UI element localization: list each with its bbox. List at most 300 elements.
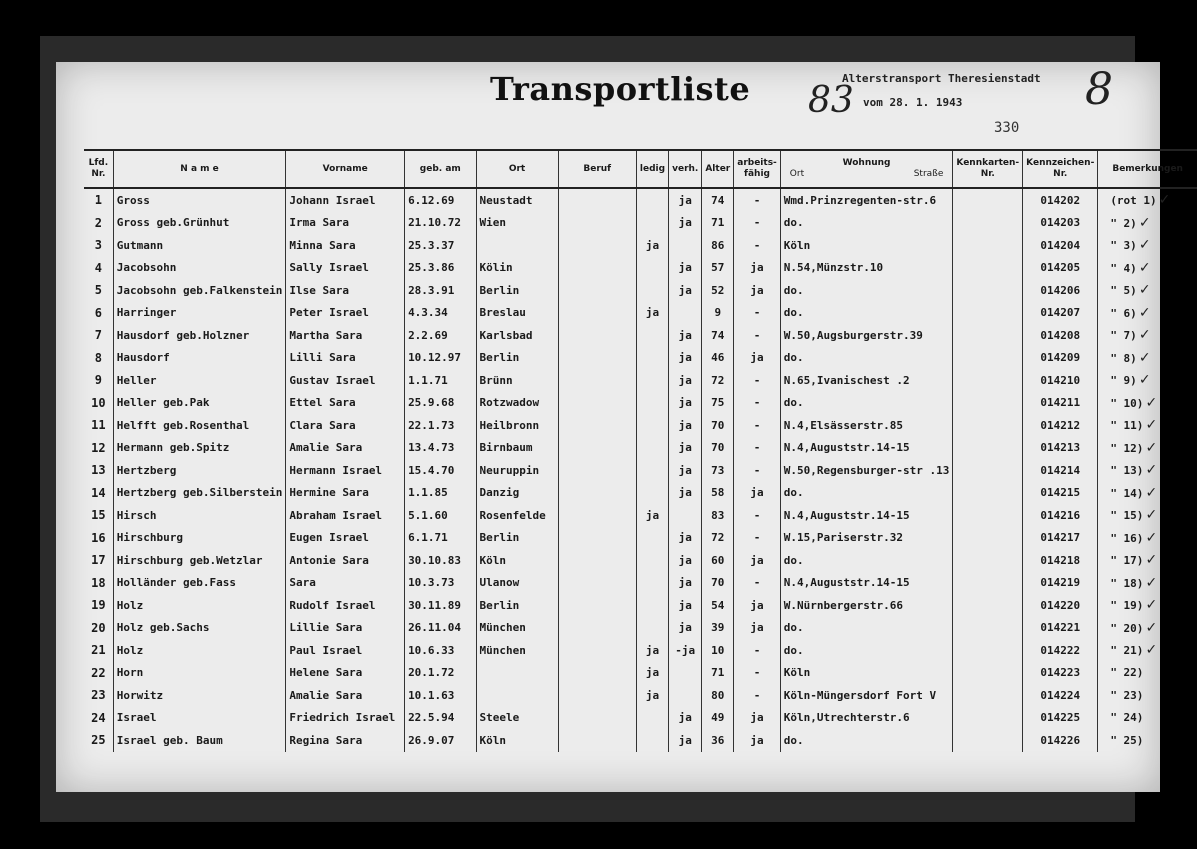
row-ort	[476, 234, 558, 257]
table-row	[84, 482, 1197, 505]
row-wohnung: Köln-Müngersdorf Fort V	[780, 684, 953, 707]
row-name: Hirsch	[113, 504, 286, 527]
table-row	[84, 504, 1197, 527]
row-beruf	[558, 212, 636, 235]
row-name: Gutmann	[113, 234, 286, 257]
row-alter: 9	[702, 302, 734, 325]
row-beruf	[558, 662, 636, 685]
row-verh: ja	[669, 414, 702, 437]
row-name: Holländer geb.Fass	[113, 572, 286, 595]
row-kennkarten	[953, 212, 1023, 235]
row-verh: -ja	[669, 639, 702, 662]
row-kennkarten	[953, 527, 1023, 550]
col-wohnung-strasse: Straße	[913, 169, 944, 179]
row-geb: 28.3.91	[405, 279, 476, 302]
table-row	[84, 527, 1197, 550]
row-ledig	[636, 257, 668, 280]
row-alter: 70	[702, 572, 734, 595]
table-row	[84, 257, 1197, 280]
row-verh: ja	[669, 572, 702, 595]
row-beruf	[558, 459, 636, 482]
row-kennkarten	[953, 639, 1023, 662]
checkmark-icon: ✓	[1145, 642, 1158, 659]
row-wohnung: W.Nürnbergerstr.66	[780, 594, 953, 617]
row-arbeitsfaehig: -	[734, 662, 781, 685]
row-kennzeichen: 014208	[1023, 324, 1098, 347]
checkmark-icon: ✓	[1138, 282, 1151, 299]
checkmark-icon: ✓	[1145, 529, 1158, 546]
row-ort: Wien	[476, 212, 558, 235]
row-geb: 25.3.37	[405, 234, 476, 257]
row-name: Hirschburg geb.Wetzlar	[113, 549, 286, 572]
row-kennkarten	[953, 234, 1023, 257]
row-kennkarten	[953, 279, 1023, 302]
row-kennzeichen: 014217	[1023, 527, 1098, 550]
row-alter: 74	[702, 324, 734, 347]
row-geb: 21.10.72	[405, 212, 476, 235]
row-ort: Danzig	[476, 482, 558, 505]
row-ledig: ja	[636, 504, 668, 527]
row-vorname: Sally Israel	[286, 257, 405, 280]
row-beruf	[558, 729, 636, 752]
row-wohnung: Köln,Utrechterstr.6	[780, 707, 953, 730]
row-beruf	[558, 504, 636, 527]
row-number: 6	[94, 305, 102, 320]
row-ort	[476, 684, 558, 707]
row-verh: ja	[669, 549, 702, 572]
row-wohnung: Köln	[780, 662, 953, 685]
row-vorname: Gustav Israel	[286, 369, 405, 392]
row-number: 16	[91, 530, 106, 545]
row-number: 3	[94, 238, 102, 253]
row-vorname: Hermann Israel	[286, 459, 405, 482]
handwritten-number: 83	[808, 80, 854, 121]
row-wohnung: do.	[780, 279, 953, 302]
row-geb: 26.11.04	[405, 617, 476, 640]
row-verh: ja	[669, 257, 702, 280]
row-geb: 26.9.07	[405, 729, 476, 752]
col-nr: Lfd. Nr.	[84, 150, 113, 188]
table-row	[84, 617, 1197, 640]
row-arbeitsfaehig: -	[734, 188, 781, 212]
table-row	[84, 729, 1197, 752]
row-vorname: Minna Sara	[286, 234, 405, 257]
row-number: 9	[94, 373, 102, 388]
row-geb: 1.1.71	[405, 369, 476, 392]
checkmark-icon: ✓	[1138, 372, 1151, 389]
document-title: Transportliste	[490, 70, 751, 108]
row-beruf	[558, 279, 636, 302]
row-bemerkung: " 4) ✓	[1098, 257, 1197, 280]
row-arbeitsfaehig: -	[734, 437, 781, 460]
row-kennkarten	[953, 504, 1023, 527]
row-alter: 57	[702, 257, 734, 280]
row-number: 22	[91, 665, 106, 680]
row-kennzeichen: 014224	[1023, 684, 1098, 707]
row-ort: Berlin	[476, 594, 558, 617]
row-wohnung: N.54,Münzstr.10	[780, 257, 953, 280]
row-ledig: ja	[636, 684, 668, 707]
table-row	[84, 188, 1197, 212]
row-wohnung: do.	[780, 302, 953, 325]
row-verh: ja	[669, 392, 702, 415]
row-beruf	[558, 347, 636, 370]
row-name: Israel	[113, 707, 286, 730]
checkmark-icon: ✓	[1145, 439, 1158, 456]
row-arbeitsfaehig: ja	[734, 257, 781, 280]
row-ledig	[636, 729, 668, 752]
row-verh: ja	[669, 279, 702, 302]
row-alter: 70	[702, 414, 734, 437]
row-beruf	[558, 188, 636, 212]
row-alter: 72	[702, 527, 734, 550]
row-geb: 25.3.86	[405, 257, 476, 280]
row-geb: 10.3.73	[405, 572, 476, 595]
row-ort: Berlin	[476, 279, 558, 302]
row-name: Holz geb.Sachs	[113, 617, 286, 640]
row-name: Israel geb. Baum	[113, 729, 286, 752]
row-kennkarten	[953, 594, 1023, 617]
col-kennzeichen: Kennzeichen-Nr.	[1023, 150, 1098, 188]
row-kennzeichen: 014203	[1023, 212, 1098, 235]
row-wohnung: W.15,Pariserstr.32	[780, 527, 953, 550]
row-beruf	[558, 617, 636, 640]
row-name: Horwitz	[113, 684, 286, 707]
row-number: 21	[91, 643, 106, 658]
table-row	[84, 392, 1197, 415]
row-kennzeichen: 014219	[1023, 572, 1098, 595]
row-ledig: ja	[636, 302, 668, 325]
row-alter: 74	[702, 188, 734, 212]
row-vorname: Amalie Sara	[286, 437, 405, 460]
checkmark-icon: ✓	[1138, 304, 1151, 321]
row-bemerkung: " 17) ✓	[1098, 549, 1197, 572]
row-alter: 36	[702, 729, 734, 752]
row-bemerkung: " 12) ✓	[1098, 437, 1197, 460]
row-wohnung: N.4,Auguststr.14-15	[780, 437, 953, 460]
row-alter: 75	[702, 392, 734, 415]
row-geb: 22.5.94	[405, 707, 476, 730]
row-arbeitsfaehig: -	[734, 302, 781, 325]
row-arbeitsfaehig: ja	[734, 707, 781, 730]
table-row	[84, 437, 1197, 460]
row-ledig	[636, 392, 668, 415]
table-row	[84, 572, 1197, 595]
row-verh: ja	[669, 527, 702, 550]
row-geb: 5.1.60	[405, 504, 476, 527]
checkmark-icon: ✓	[1145, 417, 1158, 434]
row-wohnung: W.50,Regensburger-str .13	[780, 459, 953, 482]
row-vorname: Paul Israel	[286, 639, 405, 662]
row-geb: 6.12.69	[405, 188, 476, 212]
row-kennkarten	[953, 617, 1023, 640]
row-arbeitsfaehig: -	[734, 392, 781, 415]
row-arbeitsfaehig: ja	[734, 729, 781, 752]
row-kennkarten	[953, 662, 1023, 685]
checkmark-icon: ✓	[1138, 349, 1151, 366]
row-verh	[669, 234, 702, 257]
row-vorname: Hermine Sara	[286, 482, 405, 505]
row-verh: ja	[669, 459, 702, 482]
row-kennkarten	[953, 437, 1023, 460]
row-arbeitsfaehig: -	[734, 212, 781, 235]
transport-date: vom 28. 1. 1943	[863, 96, 963, 109]
table-row	[84, 414, 1197, 437]
row-geb: 1.1.85	[405, 482, 476, 505]
checkmark-icon: ✓	[1145, 597, 1158, 614]
row-ort: Köln	[476, 729, 558, 752]
row-kennzeichen: 014216	[1023, 504, 1098, 527]
row-vorname: Ilse Sara	[286, 279, 405, 302]
table-row	[84, 234, 1197, 257]
row-name: Heller geb.Pak	[113, 392, 286, 415]
row-verh: ja	[669, 617, 702, 640]
row-bemerkung: " 7) ✓	[1098, 324, 1197, 347]
row-bemerkung: " 21) ✓	[1098, 639, 1197, 662]
row-kennzeichen: 014223	[1023, 662, 1098, 685]
row-kennzeichen: 014226	[1023, 729, 1098, 752]
row-verh: ja	[669, 369, 702, 392]
row-ort	[476, 662, 558, 685]
row-name: Holz	[113, 594, 286, 617]
row-wohnung: do.	[780, 212, 953, 235]
row-number: 15	[91, 508, 106, 523]
row-verh	[669, 662, 702, 685]
table-row	[84, 459, 1197, 482]
row-verh	[669, 302, 702, 325]
col-verh: verh.	[669, 150, 702, 188]
row-wohnung: W.50,Augsburgerstr.39	[780, 324, 953, 347]
row-bemerkung: (rot 1) ✓	[1098, 188, 1197, 212]
row-bemerkung: " 18) ✓	[1098, 572, 1197, 595]
row-vorname: Lilli Sara	[286, 347, 405, 370]
row-kennzeichen: 014221	[1023, 617, 1098, 640]
row-name: Jacobsohn	[113, 257, 286, 280]
row-alter: 86	[702, 234, 734, 257]
row-arbeitsfaehig: ja	[734, 347, 781, 370]
row-ort: Rosenfelde	[476, 504, 558, 527]
row-bemerkung: " 8) ✓	[1098, 347, 1197, 370]
row-arbeitsfaehig: -	[734, 572, 781, 595]
row-vorname: Rudolf Israel	[286, 594, 405, 617]
row-ledig	[636, 347, 668, 370]
row-kennzeichen: 014206	[1023, 279, 1098, 302]
table-row	[84, 684, 1197, 707]
handwritten-page: 8	[1085, 64, 1113, 115]
row-geb: 10.12.97	[405, 347, 476, 370]
row-alter: 80	[702, 684, 734, 707]
row-arbeitsfaehig: ja	[734, 279, 781, 302]
row-alter: 60	[702, 549, 734, 572]
row-alter: 71	[702, 662, 734, 685]
col-kennkarten: Kennkarten-Nr.	[953, 150, 1023, 188]
row-alter: 58	[702, 482, 734, 505]
row-arbeitsfaehig: ja	[734, 617, 781, 640]
row-number: 7	[94, 328, 102, 343]
row-vorname: Amalie Sara	[286, 684, 405, 707]
row-kennzeichen: 014220	[1023, 594, 1098, 617]
row-geb: 25.9.68	[405, 392, 476, 415]
row-alter: 71	[702, 212, 734, 235]
row-name: Hertzberg geb.Silberstein	[113, 482, 286, 505]
row-kennzeichen: 014204	[1023, 234, 1098, 257]
row-number: 13	[91, 463, 106, 478]
row-kennkarten	[953, 684, 1023, 707]
row-vorname: Martha Sara	[286, 324, 405, 347]
row-arbeitsfaehig: -	[734, 414, 781, 437]
row-bemerkung: " 24)	[1098, 707, 1197, 730]
page-stamp: 330	[994, 120, 1020, 136]
row-arbeitsfaehig: ja	[734, 594, 781, 617]
row-vorname: Antonie Sara	[286, 549, 405, 572]
row-arbeitsfaehig: ja	[734, 482, 781, 505]
row-beruf	[558, 257, 636, 280]
checkmark-icon: ✓	[1145, 462, 1158, 479]
row-name: Hausdorf	[113, 347, 286, 370]
row-alter: 73	[702, 459, 734, 482]
row-vorname: Friedrich Israel	[286, 707, 405, 730]
row-ledig	[636, 594, 668, 617]
row-number: 10	[91, 395, 106, 410]
row-wohnung: do.	[780, 549, 953, 572]
row-ort: Neuruppin	[476, 459, 558, 482]
row-ort: Ulanow	[476, 572, 558, 595]
row-wohnung: N.4,Auguststr.14-15	[780, 572, 953, 595]
checkmark-icon: ✓	[1138, 259, 1151, 276]
row-wohnung: Köln	[780, 234, 953, 257]
row-name: Hertzberg	[113, 459, 286, 482]
row-arbeitsfaehig: -	[734, 639, 781, 662]
row-wohnung: N.4,Auguststr.14-15	[780, 504, 953, 527]
row-name: Horn	[113, 662, 286, 685]
row-number: 24	[91, 710, 106, 725]
row-vorname: Abraham Israel	[286, 504, 405, 527]
row-arbeitsfaehig: -	[734, 324, 781, 347]
row-ledig	[636, 279, 668, 302]
row-ort: Berlin	[476, 347, 558, 370]
row-arbeitsfaehig: -	[734, 459, 781, 482]
row-alter: 83	[702, 504, 734, 527]
checkmark-icon: ✓	[1145, 574, 1158, 591]
row-name: Jacobsohn geb.Falkenstein	[113, 279, 286, 302]
row-geb: 4.3.34	[405, 302, 476, 325]
row-ort: Heilbronn	[476, 414, 558, 437]
row-alter: 46	[702, 347, 734, 370]
row-ort: Neustadt	[476, 188, 558, 212]
table-row	[84, 212, 1197, 235]
col-ort: Ort	[476, 150, 558, 188]
row-number: 20	[91, 620, 106, 635]
col-bemerkungen: Bemerkungen	[1098, 150, 1197, 188]
row-ort: Steele	[476, 707, 558, 730]
row-kennzeichen: 014222	[1023, 639, 1098, 662]
row-ledig	[636, 188, 668, 212]
row-ort: Breslau	[476, 302, 558, 325]
row-number: 14	[91, 485, 106, 500]
row-geb: 15.4.70	[405, 459, 476, 482]
row-verh: ja	[669, 729, 702, 752]
row-wohnung: Wmd.Prinzregenten-str.6	[780, 188, 953, 212]
row-geb: 13.4.73	[405, 437, 476, 460]
row-beruf	[558, 369, 636, 392]
col-wohnung-title: Wohnung	[842, 158, 891, 168]
checkmark-icon: ✓	[1145, 552, 1158, 569]
row-number: 11	[91, 418, 106, 433]
row-number: 2	[94, 215, 102, 230]
row-ledig	[636, 414, 668, 437]
checkmark-icon: ✓	[1145, 394, 1158, 411]
col-arbeitsfaehig: arbeits-fähig	[734, 150, 781, 188]
table-row	[84, 302, 1197, 325]
row-kennkarten	[953, 414, 1023, 437]
row-beruf	[558, 549, 636, 572]
row-vorname: Johann Israel	[286, 188, 405, 212]
row-vorname: Regina Sara	[286, 729, 405, 752]
checkmark-icon: ✓	[1138, 327, 1151, 344]
row-bemerkung: " 3) ✓	[1098, 234, 1197, 257]
row-kennzeichen: 014205	[1023, 257, 1098, 280]
table-row	[84, 369, 1197, 392]
row-bemerkung: " 20) ✓	[1098, 617, 1197, 640]
row-ort: München	[476, 617, 558, 640]
table-row	[84, 549, 1197, 572]
row-number: 18	[91, 575, 106, 590]
table-row	[84, 639, 1197, 662]
row-ledig: ja	[636, 662, 668, 685]
row-name: Hermann geb.Spitz	[113, 437, 286, 460]
row-bemerkung: " 23)	[1098, 684, 1197, 707]
row-geb: 30.10.83	[405, 549, 476, 572]
row-wohnung: do.	[780, 347, 953, 370]
row-bemerkung: " 2) ✓	[1098, 212, 1197, 235]
transport-table	[84, 149, 1197, 752]
col-alter: Alter	[702, 150, 734, 188]
row-kennkarten	[953, 549, 1023, 572]
row-geb: 10.1.63	[405, 684, 476, 707]
row-name: Gross geb.Grünhut	[113, 212, 286, 235]
row-verh: ja	[669, 324, 702, 347]
table-row	[84, 594, 1197, 617]
row-bemerkung: " 10) ✓	[1098, 392, 1197, 415]
row-kennzeichen: 014225	[1023, 707, 1098, 730]
row-wohnung: do.	[780, 639, 953, 662]
row-alter: 70	[702, 437, 734, 460]
row-wohnung: N.65,Ivanischest .2	[780, 369, 953, 392]
row-beruf	[558, 392, 636, 415]
row-beruf	[558, 414, 636, 437]
row-ort: Rotzwadow	[476, 392, 558, 415]
col-vorname: Vorname	[286, 150, 405, 188]
row-verh	[669, 684, 702, 707]
checkmark-icon: ✓	[1145, 619, 1158, 636]
row-bemerkung: " 9) ✓	[1098, 369, 1197, 392]
row-name: Heller	[113, 369, 286, 392]
table-row	[84, 707, 1197, 730]
row-vorname: Peter Israel	[286, 302, 405, 325]
row-geb: 10.6.33	[405, 639, 476, 662]
row-name: Helfft geb.Rosenthal	[113, 414, 286, 437]
row-ledig: ja	[636, 234, 668, 257]
row-arbeitsfaehig: ja	[734, 549, 781, 572]
row-ort: Berlin	[476, 527, 558, 550]
row-alter: 54	[702, 594, 734, 617]
row-name: Harringer	[113, 302, 286, 325]
row-bemerkung: " 15) ✓	[1098, 504, 1197, 527]
row-verh: ja	[669, 212, 702, 235]
row-vorname: Helene Sara	[286, 662, 405, 685]
row-ledig	[636, 482, 668, 505]
row-vorname: Sara	[286, 572, 405, 595]
